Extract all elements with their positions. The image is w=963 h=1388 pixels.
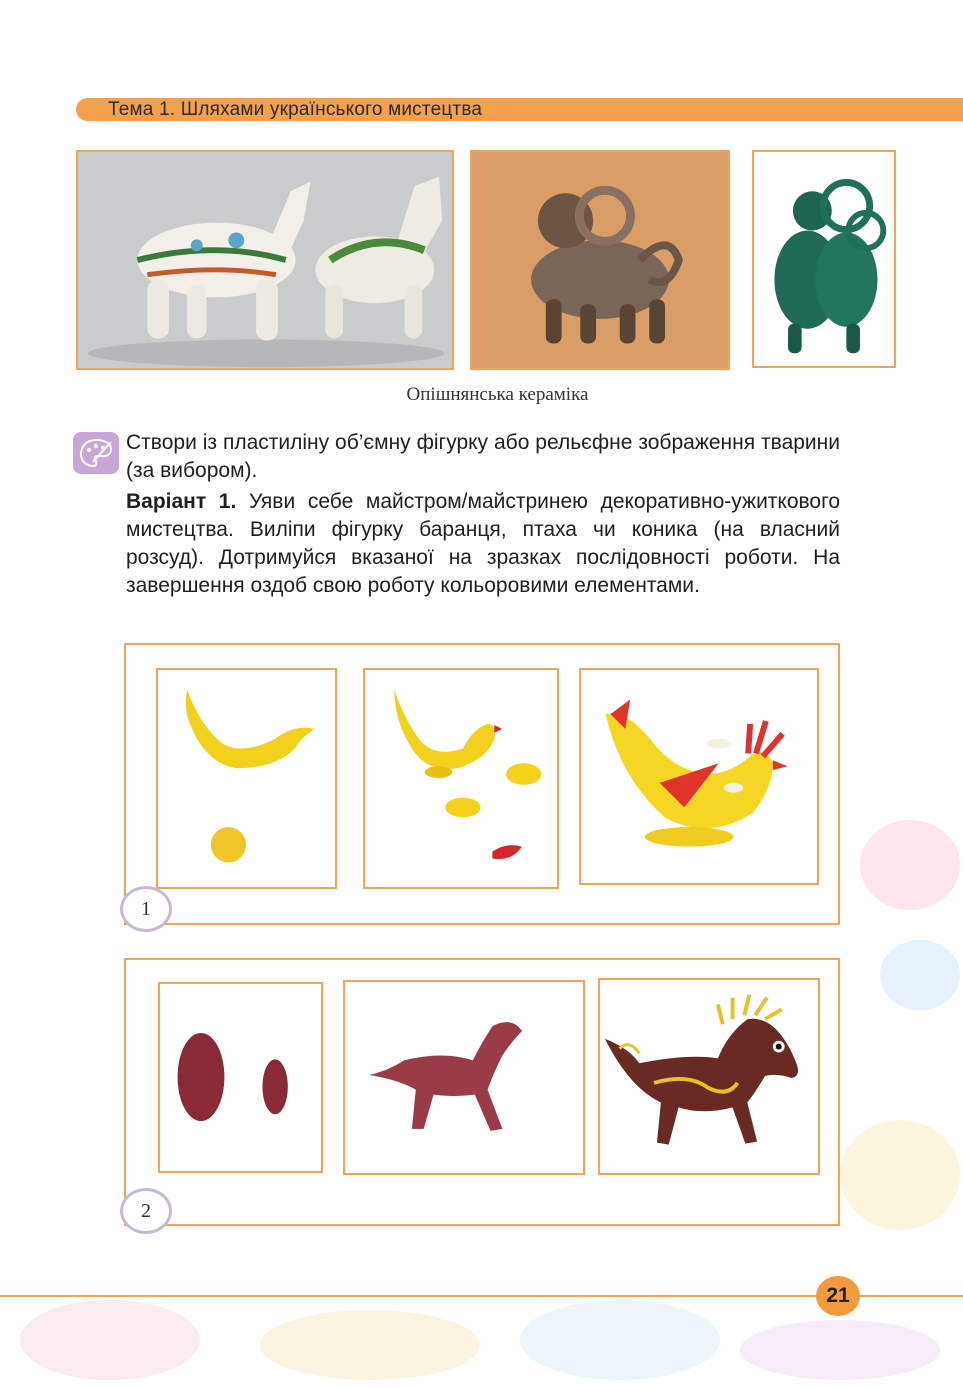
topic-title: Тема 1. Шляхами українського мистецтва (108, 99, 483, 120)
horse-step-1 (158, 982, 323, 1173)
bird-step-1 (156, 668, 337, 889)
task-instruction: Створи із пластиліну об’ємну фігурку або рельєфне зображення тварини (за вибором). (126, 431, 840, 482)
variant-paragraph (126, 488, 840, 600)
gallery-caption: Опішнянська кераміка (406, 384, 589, 405)
variant-description: Уяви себе майстром/майстринею декоративно-ужиткового мистецтва. Виліпи фігурку баранця, птаха чи коника (на власний розсуд). Дотримуйся вказаної на зразках послідовності роботи. На завершення оздоб свою роботу кольоровими елементами. (126, 490, 840, 597)
bird-step-2 (363, 668, 559, 889)
sequence-number-badge: 2 (120, 1188, 172, 1234)
horse-step-2 (343, 980, 585, 1175)
photo-ceramic-ram (470, 150, 730, 370)
sequence-number-badge: 1 (120, 886, 172, 932)
page-number: 21 (816, 1276, 860, 1316)
variant-label: Варіант 1. (126, 490, 237, 513)
photo-ceramic-horses (76, 150, 454, 370)
bird-step-3 (579, 668, 819, 885)
palette-icon (73, 432, 119, 474)
photo-ceramic-green-ram (752, 150, 896, 368)
horse-step-3 (598, 978, 820, 1175)
